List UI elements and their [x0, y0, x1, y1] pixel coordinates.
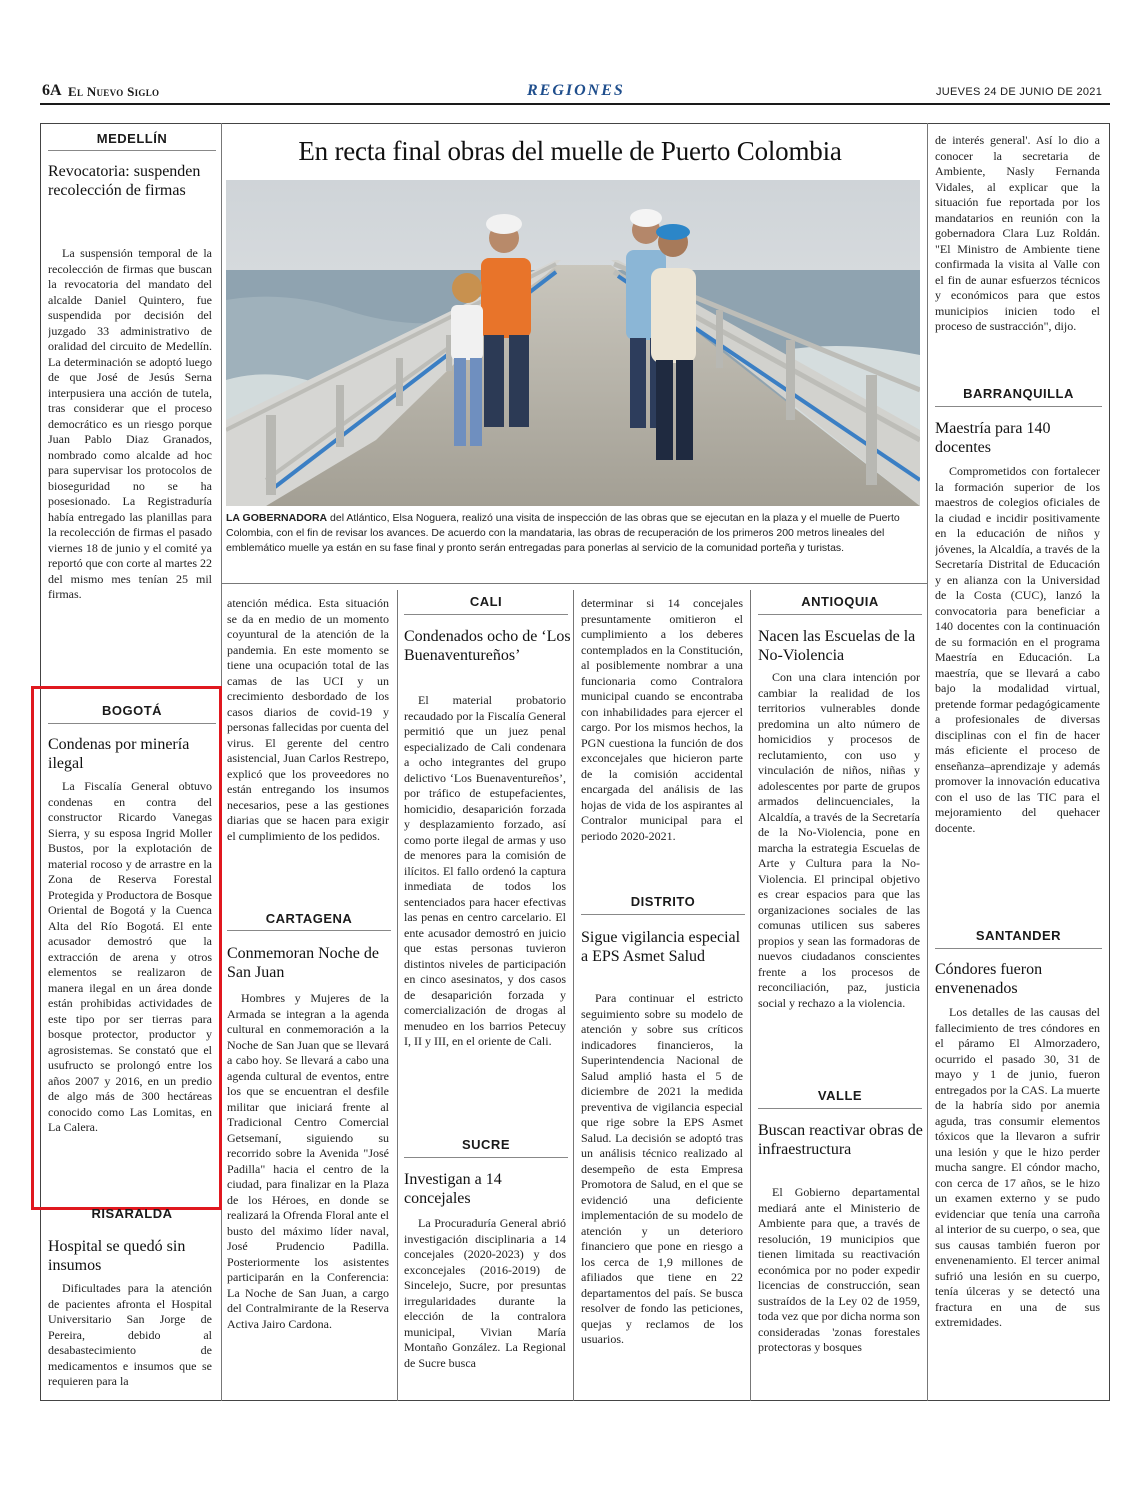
section-label-cali: CALI — [469, 594, 503, 609]
section-rule — [935, 406, 1102, 407]
section-rule — [48, 150, 216, 151]
headline-santander: Cóndores fueron envenenados — [935, 961, 1043, 997]
section-rule — [227, 930, 391, 931]
section-label-valle: VALLE — [817, 1088, 863, 1103]
page-number: 6A — [42, 82, 62, 99]
pier-photo-illustration — [226, 180, 920, 506]
section-rule — [404, 614, 568, 615]
article-valle-continued: de interés general'. Así lo dio a conocer la secretaria de Ambiente, Nasly Fernanda Vidales, al explicar que la situación fue reportada por los mandatarios en reunión con la gobernadora Clara Luz Roldán. "El Ministro de Ambiente tiene confirmada la visita al Valle con el fin de aunar esfuerzos técnicos y económicos para que estos municipios inicien todo el proceso de sustracción", dijo. — [935, 133, 1100, 333]
headline-antioquia: Nacen las Escuelas de la No-Violencia — [758, 628, 916, 664]
headline-medellin: Revocatoria: suspenden recolección de firmas — [48, 163, 201, 199]
article-barranquilla-text: Comprometidos con fortalecer la formación superior de los maestros de colegios oficiales de la ciudad e incidir positivamente en la educación de niños y jóvenes, la Alcaldía, a través de la Secretaría Distrital de Educación y en alianza con la Universidad de la Costa (CUC), lanzó la convocatoria para beneficiar a 140 docentes con la continuación de su formación en el programa Maestría en Educación. La maestría, que se llevará a cabo bajo la modalidad virtual, pretende formar pedagógicamente a profesionales de diversas disciplinas con el fin de hacer más eficiente el proceso de enseñanza–aprendizaje y además promover la innovación educativa con el uso de las TIC para el mejoramiento del quehacer docente. — [935, 464, 1100, 835]
article-sucre-text: La Procuraduría General abrió investigación disciplinaria a 14 concejales (2020-2023) y dos exconcejales (2016-2019) de Sincelejo, Sucre, por presuntas irregularidades durante la elección de la contralora municipal, Vivian María Montaño González. La Regional de Sucre busca — [404, 1216, 566, 1370]
article-risaralda-text: Dificultades para la atención de pacientes afronta el Hospital Universitario San Jorge de Pereira, debido al desabastecimiento de medicamentos e insumos que se requieren para la — [48, 1281, 212, 1388]
section-title: REGIONES — [527, 82, 625, 99]
section-rule — [935, 948, 1102, 949]
article-risaralda — [48, 1281, 212, 1393]
section-rule — [581, 914, 745, 915]
photo-caption — [226, 511, 920, 556]
section-label-medellin: MEDELLÍN — [96, 131, 168, 146]
article-antioquia — [758, 670, 920, 1080]
article-santander-text: Los detalles de las causas del fallecimiento de tres cóndores en el páramo El Almorzadero, ocurrido el pasado 30, 31 de mayo y 1 de junio, fueron entregados por la CAS. La muerte de la habría sido por anemia aguda, tras consumir elementos tóxicos que la llevaron a sufrir una lesión y que le hizo perder mucha sangre. El cóndor macho, con cerca de 17 años, se le hizo un examen externo y se pudo evidenciar que tenía una carroña al interior de su cuerpo, o sea, que sus causas también fueron por envenenamiento. El tercer animal sufrió una lesión en su cuerpo, tenía úlceras y se detectó una fractura en una de sus extremidades. — [935, 1005, 1100, 1329]
article-risaralda-continued: atención médica. Esta situación se da en medio de un momento coyuntural de la atención de la pandemia. En este momento se tiene una ocupación total de las camas de las UCI y un crecimiento desbordado de los casos diarios de covid-19 y personas fallecidas por cuenta del virus. El gerente del centro asistencial, Juan Carlos Restrepo, explicó que los proveedores no están entregando los insumos necesarios, pese a las gestiones diarias que se hacen para exigir el cumplimiento de los pedidos. — [227, 596, 389, 843]
story-rule — [221, 583, 927, 584]
section-rule — [758, 1108, 922, 1109]
article-cartagena-text: Hombres y Mujeres de la Armada se integran a la agenda cultural en conmemoración a la Noche de San Juan que se llevará a cabo hoy. Se llevará a cabo una agenda cultural de eventos, entre los que se encuentran el desfile militar que iniciará frente al Tradicional Centro Comercial Getsemaní, siguiendo su recorrido sobre la Avenida "José Padilla" hacia el centro de la ciudad, para finalizar en la Plaza de los Héroes, en donde se realizará la Ofrenda Floral ante el busto del máximo líder naval, José Prudencio Padilla. Posteriormente los asistentes participarán en la Conferencia: La Noche de San Juan, a cargo del Contralmirante de la Reserva Activa Jairo Cardona. — [227, 991, 389, 1331]
headline-bogota: Condenas por minería ilegal — [48, 736, 190, 772]
caption-text: del Atlántico, Elsa Noguera, realizó una visita de inspección de las obras que se ejecutan en la plaza y el muelle de Puerto Colombia, con el fin de revisar los avances. De acuerdo con la mandataria, las obras de recuperación de los primeros 200 metros lineales del emblemático muelle ya están en su fase final y pronto serán entregadas para ponerlas al servicio de la comunidad porteña y turistas. — [226, 512, 900, 554]
headline-barranquilla: Maestría para 140 docentes — [935, 420, 1051, 456]
article-valle-text: El Gobierno departamental mediará ante el Ministerio de Ambiente para que, a través de resolución, 19 municipios que tienen limitada su reactivación económica por no poder expedir licencias de construcción, sean sustraídos de la Ley 02 de 1959, toda vez que por dicha norma son consideradas 'zonas forestales protectoras y bosques — [758, 1185, 920, 1354]
header-rule — [40, 103, 1110, 105]
pier-photo — [226, 180, 920, 506]
section-label-antioquia: ANTIOQUIA — [801, 594, 879, 609]
section-label-sucre: SUCRE — [461, 1137, 510, 1152]
article-bogota-text: La Fiscalía General obtuvo condenas en contra del constructor Ricardo Vanegas Sierra, y su esposa Ingrid Moller Bustos, por la explotación de material rocoso y de arrastre en la Zona de Reserva Forestal Protegida y Productora de Bosque Oriental de Bogotá y la Cuenca Alta del Río Bogotá. El ente acusador demostró que la extracción de arena y otros elementos se realizaron de manera ilegal en un área donde están prohibidas actividades de este tipo por ser tierras para bosque protector, productor y agrosistemas. Se constató que el usufructo se prolongó entre los años 2007 y 2016, en un predio de algo más de 300 hectáreas conocido como Las Lomitas, en La Calera. — [48, 779, 212, 1134]
publication-name: El Nuevo Siglo — [68, 84, 160, 99]
column-rule — [397, 590, 398, 1401]
article-distrito — [581, 991, 743, 1395]
article-santander — [935, 1005, 1100, 1395]
article-cartagena — [227, 991, 389, 1395]
section-label-cartagena: CARTAGENA — [265, 911, 353, 926]
section-label-santander: SANTANDER — [975, 928, 1062, 943]
caption-lead: LA GOBERNADORA — [226, 512, 328, 524]
highlight-box — [31, 686, 222, 1210]
section-rule — [404, 1157, 568, 1158]
article-sucre — [404, 1216, 566, 1394]
section-label-bogota: BOGOTÁ — [101, 703, 163, 718]
section-label-distrito: DISTRITO — [630, 894, 696, 909]
article-antioquia-text: Con una clara intención por cambiar la realidad de los territorios vulnerables donde predomina un alto número de homicidios y procesos de reclutamiento, con uso y vinculación de niños, niñas y adolescentes por parte de grupos armados delincuenciales, la Alcaldía, a través de la Secretaría de la No-Violencia, pone en marcha la estrategia Escuelas de Arte y Cultura para la No-Violencia. El principal objetivo es crear espacios para que las organizaciones sociales de las comunas utilicen sus saberes propios y sean las formadoras de nuevos ciudadanos conscientes frente a los procesos de reconciliación, paz, justicia social y rechazo a la violencia. — [758, 670, 920, 1010]
column-rule — [927, 123, 928, 1401]
section-rule — [758, 614, 922, 615]
headline-cali: Condenados ocho de ‘Los Buenaventureños’ — [404, 628, 571, 664]
headline-valle: Buscan reactivar obras de infraestructura — [758, 1122, 923, 1158]
section-label-risaralda: RISARALDA — [91, 1206, 173, 1221]
main-headline: En recta final obras del muelle de Puerto Colombia — [298, 136, 842, 166]
column-rule — [573, 590, 574, 1401]
issue-date: JUEVES 24 DE JUNIO DE 2021 — [936, 86, 1103, 98]
headline-sucre: Investigan a 14 concejales — [404, 1171, 502, 1207]
article-barranquilla — [935, 464, 1100, 918]
headline-risaralda: Hospital se quedó sin insumos — [48, 1238, 186, 1274]
article-distrito-text: Para continuar el estricto seguimiento sobre su modelo de atención y sobre sus críticos indicadores financieros, la Superintendencia Nacional de Salud amplió hasta el 5 de diciembre de 2021 la medida preventiva de vigilancia especial que rige sobre la EPS Asmet Salud. La decisión se adoptó tras un análisis técnico realizado al desempeño de esta Empresa Promotora de Salud, en el que se evidenció una deficiente implementación de su modelo de atención y un deterioro financiero que pone en riesgo a los cerca de 1,9 millones de afiliados que tiene en 22 departamentos del país. Se busca resolver de fondo las peticiones, quejas y reclamos de los usuarios. — [581, 991, 743, 1346]
article-medellin — [48, 246, 212, 688]
article-sucre-continued: determinar si 14 concejales presuntamente omitieron el cumplimiento a los deberes contemplados en la Constitución, al posiblemente nombrar a una funcionaria como Contralora municipal cuando se encontraba con inhabilidades para ejercer el cargo. Por los mismos hechos, la PGN cuestiona la función de dos exconcejales que hicieron parte de la comisión accidental encargada del análisis de las hojas de vida de los aspirantes al Contralor municipal para el periodo 2020-2021. — [581, 596, 743, 843]
column-rule — [750, 590, 751, 1401]
article-cali — [404, 693, 566, 1131]
article-cali-text: El material probatorio recaudado por la Fiscalía General permitió que un juez penal especializado de Cali condenara a ocho integrantes del grupo delictivo ‘Los Buenaventureños’, por tráfico de estupefacientes, homicidio, desaparición forzada y desplazamiento forzado, así como porte ilegal de armas y uso de menores para la comisión de ilícitos. El fallo ordenó la captura inmediata de todos los sentenciados para hacer efectivas las penas en centro carcelario. El ente acusador demostró en juicio que estas personas tuvieron distintos niveles de participación en cinco asesinatos, y dos casos de desaparición forzada y comercialización de drogas al menudeo en los barrios Petecuy I, II y III, en el oriente de Cali. — [404, 693, 566, 1048]
headline-distrito: Sigue vigilancia especial a EPS Asmet Salud — [581, 929, 741, 965]
section-label-barranquilla: BARRANQUILLA — [963, 386, 1074, 401]
article-medellin-text: La suspensión temporal de la recolección de firmas que buscan la revocatoria del mandato del alcalde Daniel Quintero, fue suspendida por decisión del juzgado 33 administrativo de oralidad del circuito de Medellín. La determinación se adoptó luego de que José de Jesús Serna interpusiera una acción de tutela, tras considerar que el proceso democrático es un riesgo porque Juan Pablo Diaz Granados, nombrado como alcalde ad hoc para supervisar los protocolos de bioseguridad no se ha posesionado. La Registraduría había entregado las planillas para la recolección de firmas el pasado viernes 18 de junio y el comité ya reportó que con corte al martes 22 del mismo mes tenían 25 mil firmas. — [48, 246, 212, 601]
headline-cartagena: Conmemoran Noche de San Juan — [227, 945, 379, 981]
article-valle — [758, 1185, 920, 1395]
